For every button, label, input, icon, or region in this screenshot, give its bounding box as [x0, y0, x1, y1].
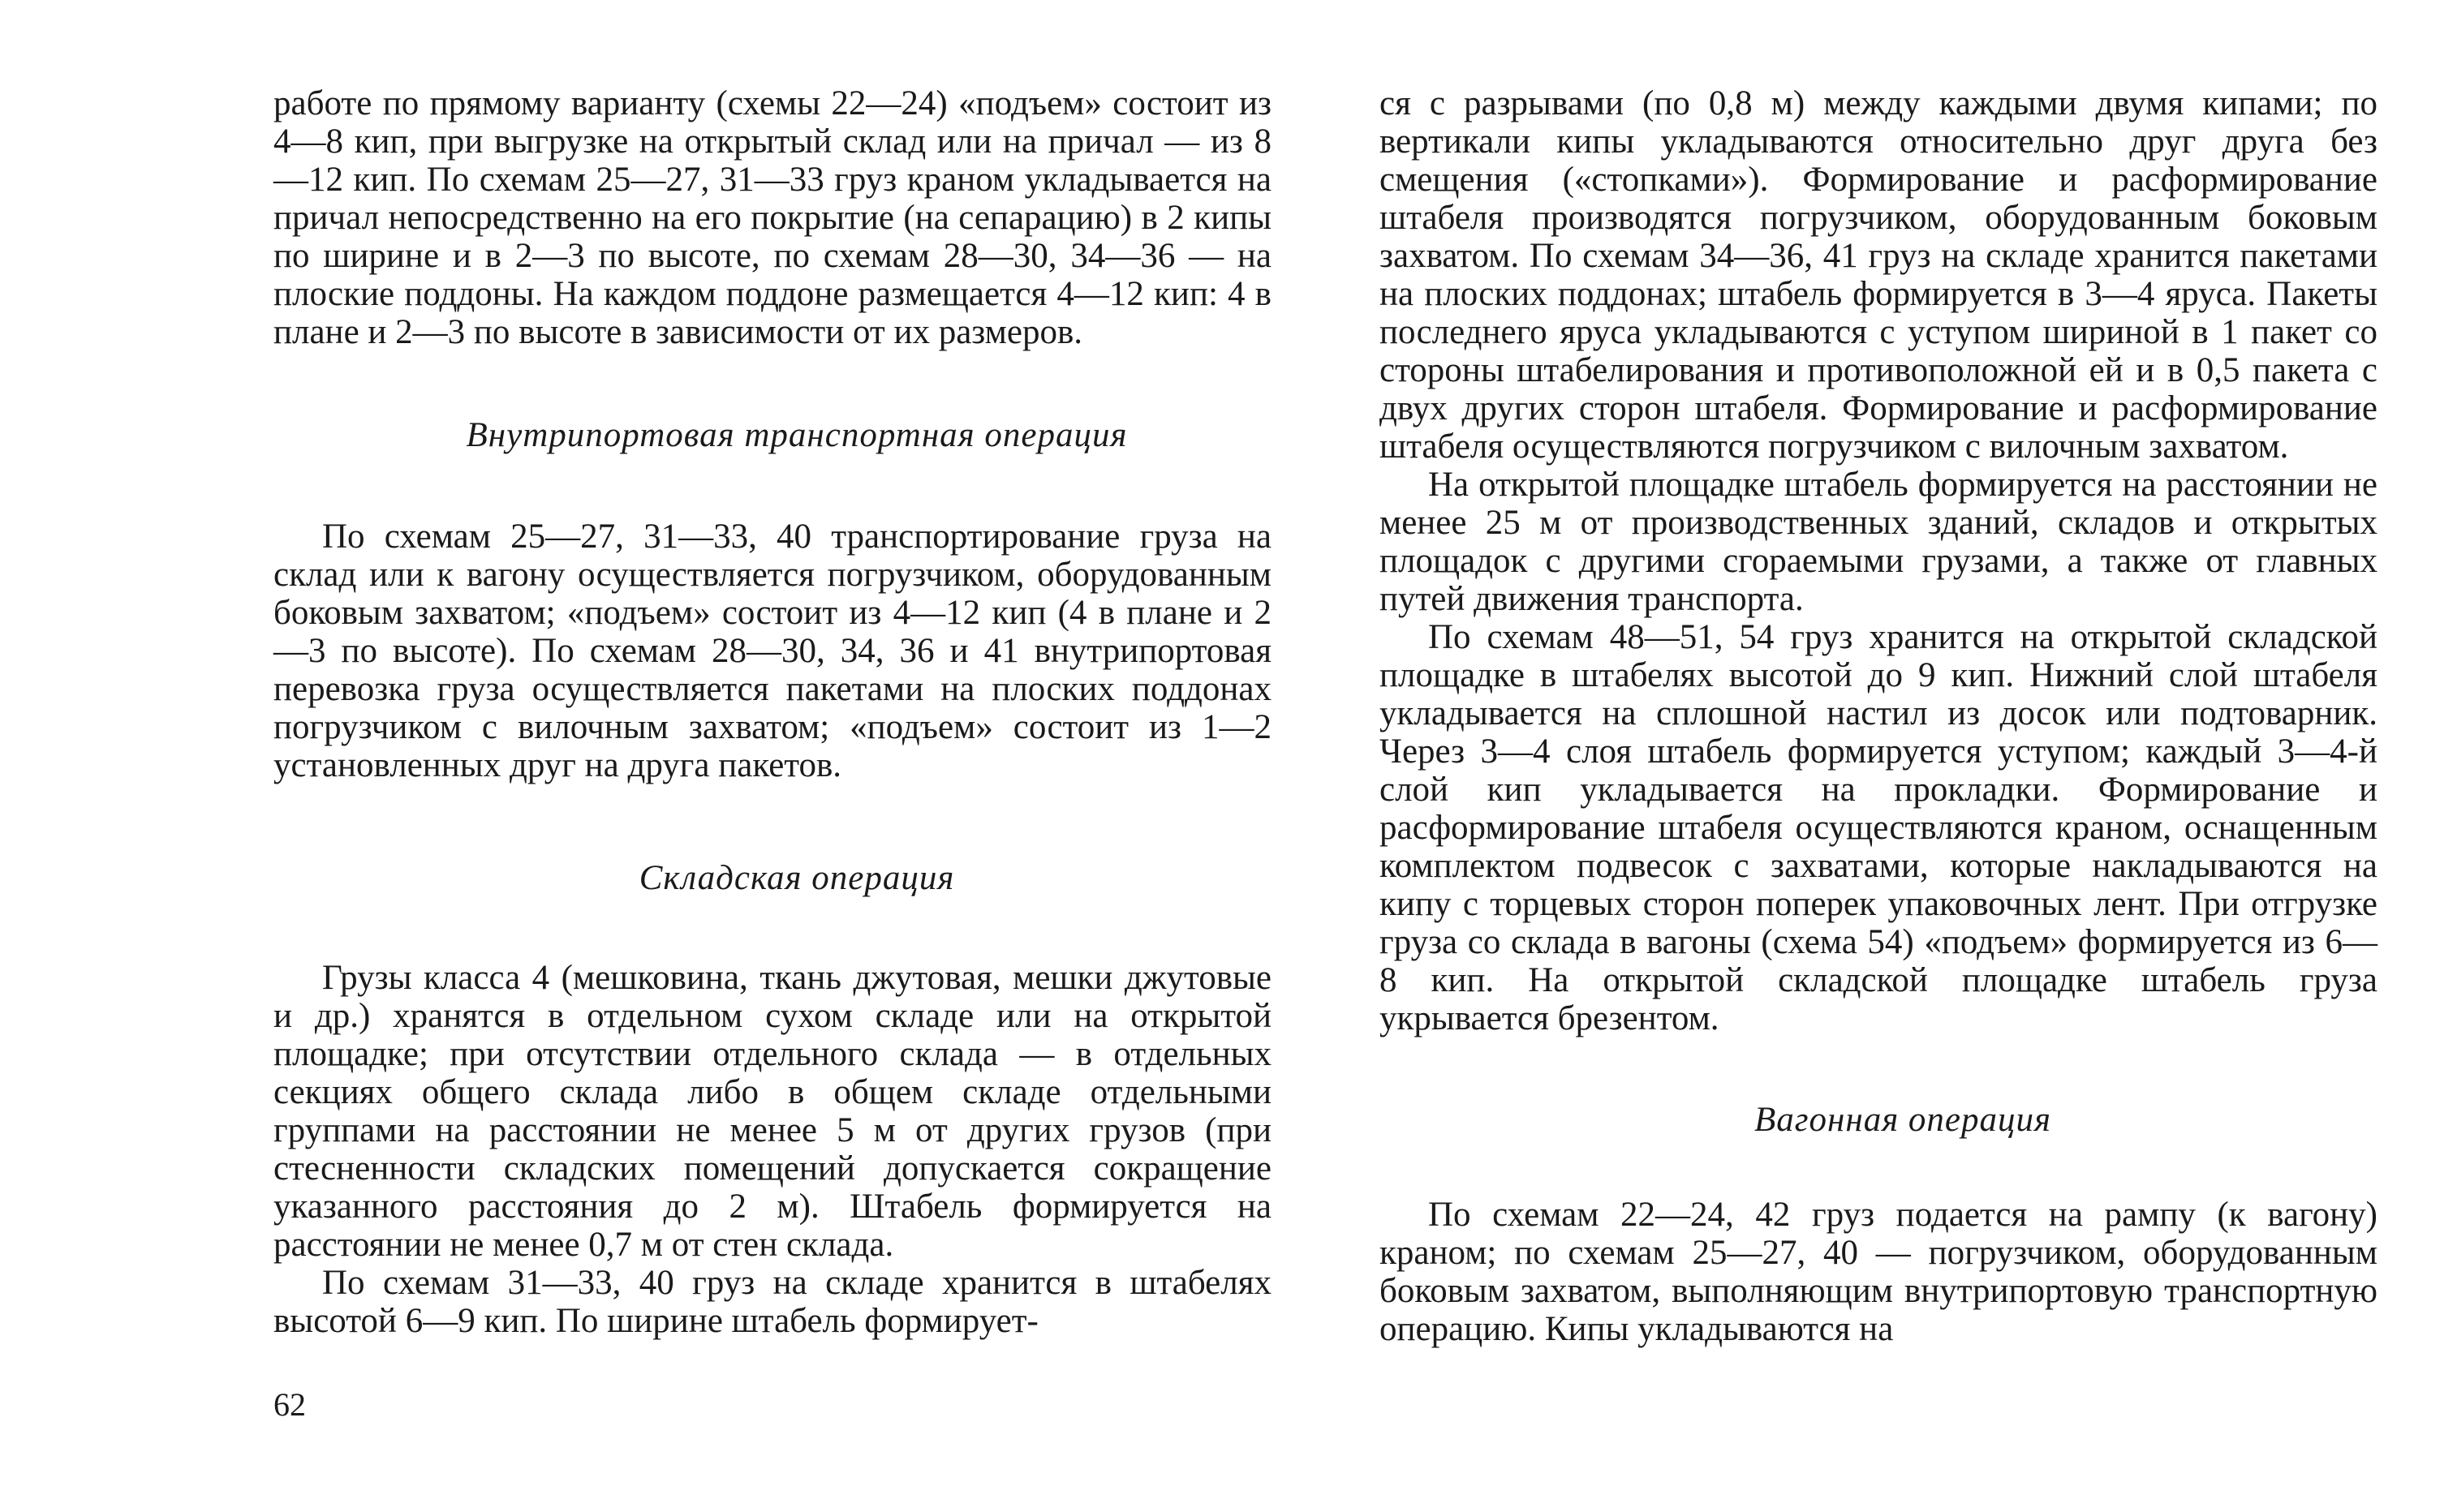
paragraph: По схемам 31—33, 40 груз на складе хранится в штабелях высотой 6—9 кип. По ширине штабель формирует- — [273, 1264, 1272, 1340]
paragraph: На открытой площадке штабель формируется на расстоянии не менее 25 м от производственных зданий, складов и открытых площадок с другими сгораемыми грузами, а также от главных путей движения транспорта. — [1379, 466, 2377, 618]
paragraph: По схемам 48—51, 54 груз хранится на открытой складской площадке в штабелях высотой до 9 кип. Нижний слой штабеля укладывается на сплошной настил из досок или подтоварник. Через 3—4 слоя штабель формируется уступом; каждый 3—4-й слой кип укладывается на прокладки. Формирование и расформирование штабеля осуществляются краном, оснащенным комплектом подвесок с захватами, которые накладываются на кипу с торцевых сторон поперек упаковочных лент. При отгрузке груза со склада в вагоны (схема 54) «подъем» формируется из 6—8 кип. На открытой складской площадке штабель груза укрывается брезентом. — [1379, 618, 2377, 1037]
paragraph: ся с разрывами (по 0,8 м) между каждыми двумя кипами; по вертикали кипы укладываются относительно друг друга без смещения («стопками»). Формирование и расформирование штабеля производятся погрузчиком, оборудованным боковым захватом. По схемам 34—36, 41 груз на складе хранится пакетами на плоских поддонах; штабель формируется в 3—4 яруса. Пакеты последнего яруса укладываются с уступом шириной в 1 пакет со стороны штабелирования и противоположной ей и в 0,5 пакета с двух других сторон штабеля. Формирование и расформирование штабеля осуществляются погрузчиком с вилочным захватом. — [1379, 84, 2377, 466]
paragraph: По схемам 25—27, 31—33, 40 транспортирование груза на склад или к вагону осуществляется погрузчиком, оборудованным боковым захватом; «подъем» состоит из 4—12 кип (4 в плане и 2—3 по высоте). По схемам 28—30, 34, 36 и 41 внутрипортовая перевозка груза осуществляется пакетами на плоских поддонах погрузчиком с вилочным захватом; «подъем» состоит из 1—2 установленных друг на друга пакетов. — [273, 518, 1272, 784]
section-heading-warehouse: Складская операция — [639, 859, 955, 897]
paragraph: По схемам 22—24, 42 груз подается на рампу (к вагону) краном; по схемам 25—27, 40 — погрузчиком, оборудованным боковым захватом, выполняющим внутрипортовую транспортную операцию. Кипы укладываются на — [1379, 1196, 2377, 1348]
page-number: 62 — [273, 1386, 306, 1423]
section-heading-intraport-transport: Внутрипортовая транспортная операция — [466, 416, 1128, 454]
left-page-column — [273, 84, 1272, 1340]
section-heading-wagon: Вагонная операция — [1753, 1101, 2052, 1139]
right-page-column — [1379, 84, 2377, 1348]
paragraph: Грузы класса 4 (мешковина, ткань джутовая, мешки джутовые и др.) хранятся в отдельном сухом складе или на открытой площадке; при отсутствии отдельного склада — в отдельных секциях общего склада либо в общем складе отдельными группами на расстоянии не менее 5 м от других грузов (при стесненности складских помещений допускается сокращение указанного расстояния до 2 м). Штабель формируется на расстоянии не менее 0,7 м от стен склада. — [273, 959, 1272, 1264]
paragraph: работе по прямому варианту (схемы 22—24) «подъем» состоит из 4—8 кип, при выгрузке на открытый склад или на причал — из 8—12 кип. По схемам 25—27, 31—33 груз краном укладывается на причал непосредственно на его покрытие (на сепарацию) в 2 кипы по ширине и в 2—3 по высоте, по схемам 28—30, 34—36 — на плоские поддоны. На каждом поддоне размещается 4—12 кип: 4 в плане и 2—3 по высоте в зависимости от их размеров. — [273, 84, 1272, 351]
